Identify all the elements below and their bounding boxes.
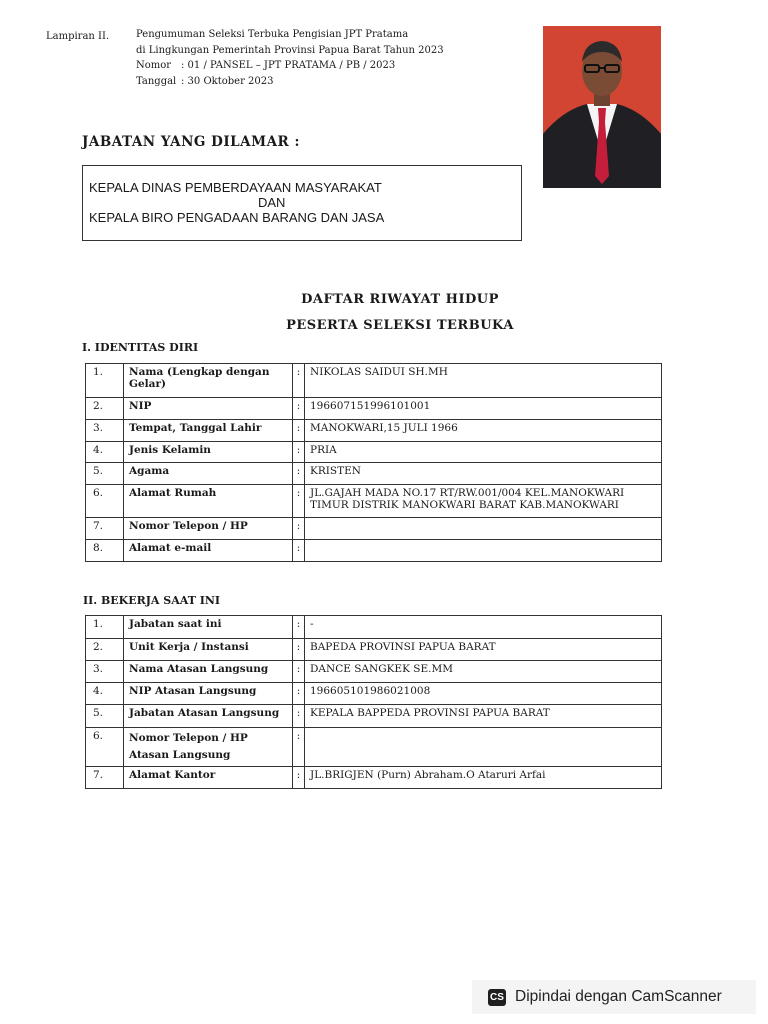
row-label: Jabatan Atasan Langsung xyxy=(124,705,293,728)
row-number: 3. xyxy=(86,420,124,442)
table-row xyxy=(86,639,662,661)
row-number: 5. xyxy=(86,705,124,728)
tanggal-key: Tanggal xyxy=(136,75,177,87)
jabatan-heading: JABATAN YANG DILAMAR : xyxy=(82,134,300,150)
row-value: JL.GAJAH MADA NO.17 RT/RW.001/004 KEL.MANOKWARI TIMUR DISTRIK MANOKWARI BARAT KAB.MANOKWARI xyxy=(305,485,662,518)
row-number: 7. xyxy=(86,767,124,789)
row-label: Alamat e-mail xyxy=(124,540,293,562)
row-label: Jabatan saat ini xyxy=(124,616,293,639)
row-label: Agama xyxy=(124,463,293,485)
row-number: 3. xyxy=(86,661,124,683)
table-row xyxy=(86,705,662,728)
table-row xyxy=(86,661,662,683)
row-number: 1. xyxy=(86,364,124,398)
row-separator: : xyxy=(293,767,305,789)
row-value: 196605101986021008 xyxy=(305,683,662,705)
portrait-image xyxy=(543,26,661,188)
row-number: 8. xyxy=(86,540,124,562)
row-value: JL.BRIGJEN (Purn) Abraham.O Ataruri Arfai xyxy=(305,767,662,789)
row-value: PRIA xyxy=(305,442,662,463)
row-value: KEPALA BAPPEDA PROVINSI PAPUA BARAT xyxy=(305,705,662,728)
header-line-2: di Lingkungan Pemerintah Provinsi Papua Barat Tahun 2023 xyxy=(136,44,444,56)
table-row xyxy=(86,485,662,518)
row-separator: : xyxy=(293,705,305,728)
row-separator: : xyxy=(293,616,305,639)
header-line-1: Pengumuman Seleksi Terbuka Pengisian JPT Pratama xyxy=(136,29,409,40)
row-number: 6. xyxy=(86,728,124,767)
row-number: 1. xyxy=(86,616,124,639)
row-value: - xyxy=(305,616,662,639)
row-separator: : xyxy=(293,420,305,442)
row-separator: : xyxy=(293,683,305,705)
row-separator: : xyxy=(293,661,305,683)
row-value: DANCE SANGKEK SE.MM xyxy=(305,661,662,683)
nomor-key: Nomor xyxy=(136,60,172,71)
header-tanggal xyxy=(136,74,444,90)
row-separator: : xyxy=(293,485,305,518)
table-row xyxy=(86,420,662,442)
announcement-header xyxy=(136,27,444,89)
row-label: Nama (Lengkap dengan Gelar) xyxy=(124,364,293,398)
row-number: 7. xyxy=(86,518,124,540)
row-label: Tempat, Tanggal Lahir xyxy=(124,420,293,442)
table-row xyxy=(86,463,662,485)
row-label: NIP xyxy=(124,398,293,420)
jabatan-box xyxy=(82,165,522,241)
row-separator: : xyxy=(293,639,305,661)
nomor-value: : 01 / PANSEL – JPT PRATAMA / PB / 2023 xyxy=(181,60,396,71)
lampiran-label: Lampiran II. xyxy=(46,31,110,42)
table-row xyxy=(86,616,662,639)
section-bekerja-title: II. BEKERJA SAAT INI xyxy=(83,594,221,607)
row-number: 5. xyxy=(86,463,124,485)
row-value: KRISTEN xyxy=(305,463,662,485)
row-number: 6. xyxy=(86,485,124,518)
row-value: 196607151996101001 xyxy=(305,398,662,420)
row-value xyxy=(305,540,662,562)
row-value: MANOKWARI,15 JULI 1966 xyxy=(305,420,662,442)
applicant-photo xyxy=(543,26,661,188)
row-separator: : xyxy=(293,442,305,463)
row-label: Unit Kerja / Instansi xyxy=(124,639,293,661)
row-separator: : xyxy=(293,398,305,420)
row-separator: : xyxy=(293,518,305,540)
table-row xyxy=(86,767,662,789)
table-row xyxy=(86,442,662,463)
table-row xyxy=(86,540,662,562)
identitas-table xyxy=(85,363,662,562)
table-row xyxy=(86,398,662,420)
camscanner-watermark xyxy=(472,980,756,1014)
row-label: Nomor Telepon / HP Atasan Langsung xyxy=(124,728,293,767)
jabatan-line-2: DAN xyxy=(258,195,286,210)
row-label: Nama Atasan Langsung xyxy=(124,661,293,683)
camscanner-logo-icon: CS xyxy=(488,989,506,1006)
row-value: NIKOLAS SAIDUI SH.MH xyxy=(305,364,662,398)
table-row xyxy=(86,683,662,705)
document-title: DAFTAR RIWAYAT HIDUP xyxy=(301,292,499,307)
row-separator: : xyxy=(293,728,305,767)
row-label: Nomor Telepon / HP xyxy=(124,518,293,540)
row-label: Alamat Kantor xyxy=(124,767,293,789)
row-value xyxy=(305,518,662,540)
jabatan-line-1: KEPALA DINAS PEMBERDAYAAN MASYARAKAT xyxy=(89,180,382,195)
section-identitas-title: I. IDENTITAS DIRI xyxy=(82,341,199,354)
row-number: 2. xyxy=(86,398,124,420)
table-row xyxy=(86,364,662,398)
row-separator: : xyxy=(293,540,305,562)
tanggal-value: : 30 Oktober 2023 xyxy=(181,75,274,87)
row-separator: : xyxy=(293,463,305,485)
camscanner-text: Dipindai dengan CamScanner xyxy=(515,988,722,1005)
row-label: NIP Atasan Langsung xyxy=(124,683,293,705)
table-row xyxy=(86,728,662,767)
table-row xyxy=(86,518,662,540)
row-label: Alamat Rumah xyxy=(124,485,293,518)
row-number: 4. xyxy=(86,442,124,463)
jabatan-line-3: KEPALA BIRO PENGADAAN BARANG DAN JASA xyxy=(89,210,385,225)
row-number: 4. xyxy=(86,683,124,705)
row-value xyxy=(305,728,662,767)
row-label: Jenis Kelamin xyxy=(124,442,293,463)
header-nomor xyxy=(136,58,444,74)
bekerja-table xyxy=(85,615,662,789)
row-separator: : xyxy=(293,364,305,398)
row-number: 2. xyxy=(86,639,124,661)
document-subtitle: PESERTA SELEKSI TERBUKA xyxy=(286,318,514,333)
row-value: BAPEDA PROVINSI PAPUA BARAT xyxy=(305,639,662,661)
